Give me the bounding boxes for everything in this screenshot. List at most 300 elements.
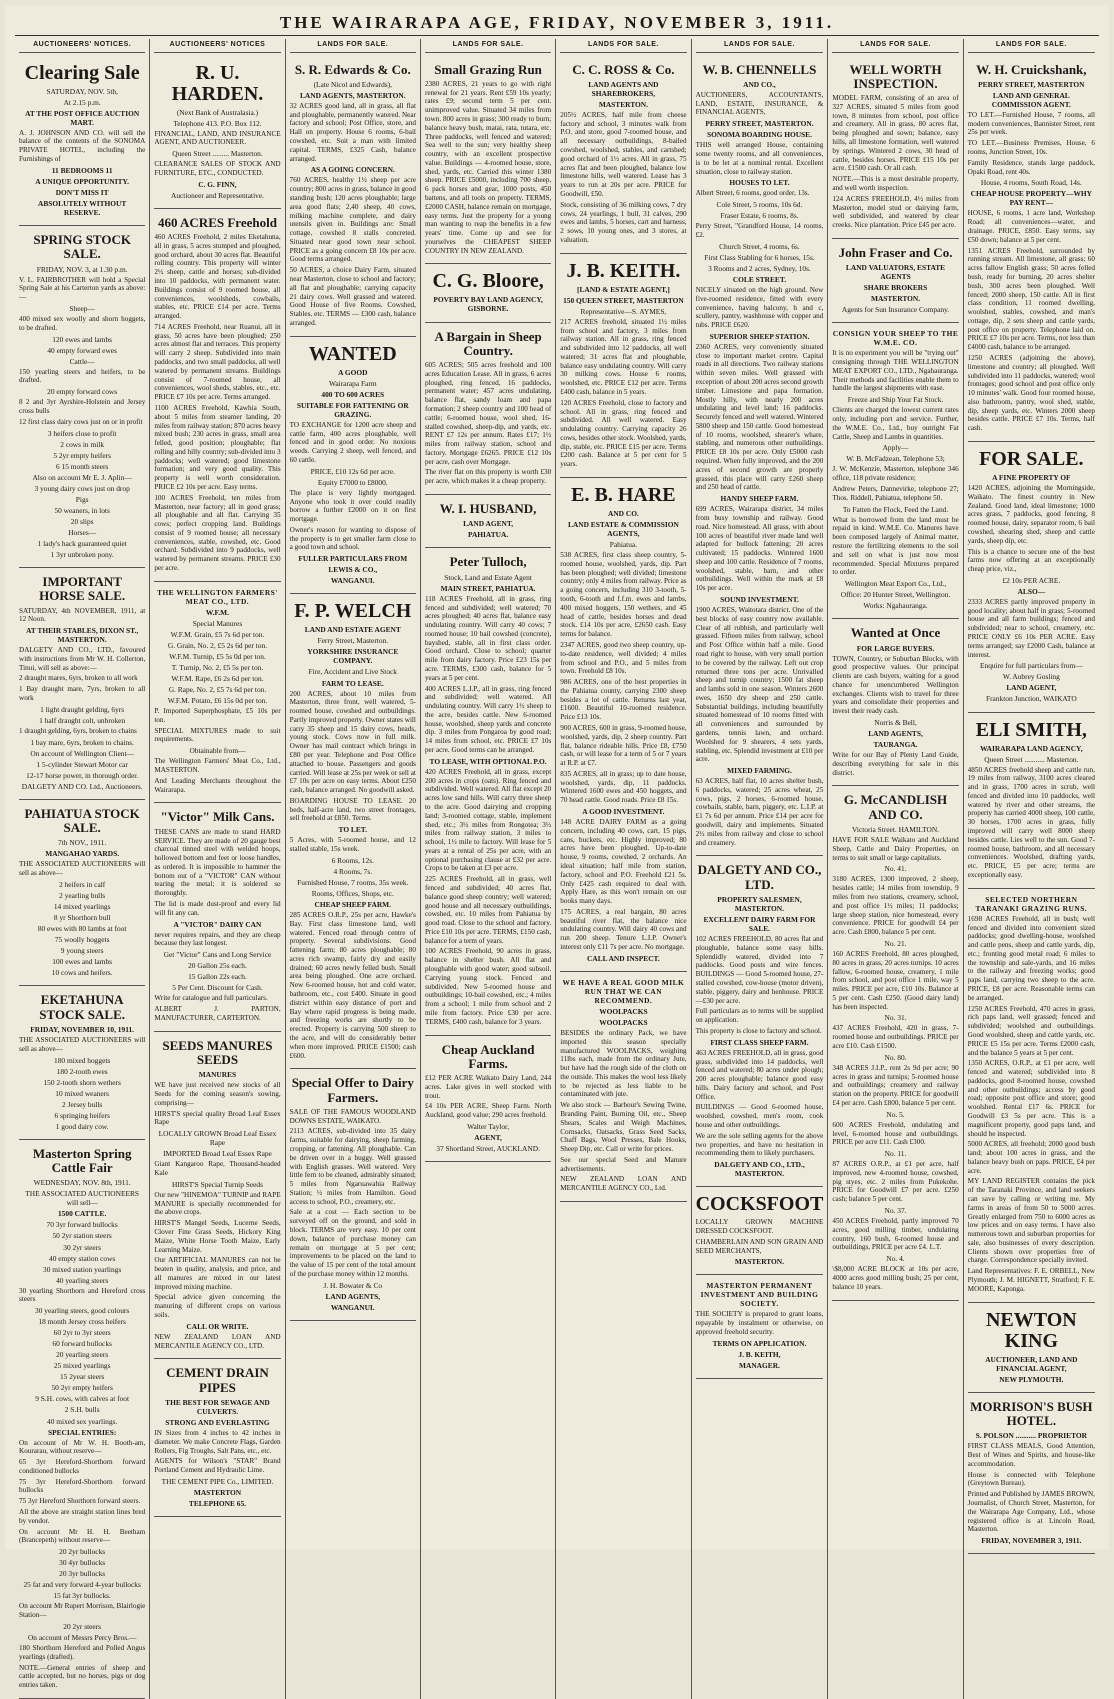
- ad-subheading: CHEAP HOUSE PROPERTY—WHY PAY RENT—: [970, 189, 1092, 208]
- ad-subheading: LAND AGENTS, MASTERTON.: [300, 90, 406, 100]
- ad-subheading: Ferry Street, Masterton.: [317, 636, 389, 646]
- ad-subheading: 70 3yr forward bullocks: [46, 1220, 118, 1230]
- ad-subheading: 20 yearling steers: [56, 1350, 109, 1360]
- ad-subheading: C. G. FINN,: [198, 179, 237, 189]
- ad-subheading: Pahiatua.: [609, 540, 638, 550]
- ad-text: J. W. McKenzie, Masterton, telephone 346 office, 118 private residence;: [832, 465, 959, 483]
- ad-text: Write for our Bay of Plenty Land Guide, describing everything for sale in this district.: [832, 751, 959, 777]
- ad-text: £4 10s PER ACRE, Sheep Farm. North Auckland, good value; 290 acres freehold.: [424, 1102, 552, 1120]
- ad-subheading: FULLER PARTICULARS FROM: [298, 554, 408, 564]
- ad-subheading: 3 heifers close to profit: [47, 428, 117, 438]
- ad-subheading: SHARE BROKERS: [863, 283, 928, 293]
- ad-subheading: TERMS ON APPLICATION.: [712, 1338, 807, 1348]
- ad-text: 50 ACRES, a choice Dairy Farm, situated near Masterton, close to school and factory; all flat and ploughable; carrying capacity 21 dairy cows. Well grassed and watered. Good House of five Rooms. Cowshed, Stables, etc. TERMS — £300 cash, balance arranged.: [289, 266, 416, 327]
- ad-text: 400 ACRES L.I.P., all in grass, ring fenced and subdivided; well watered. All undulating country. Will carry 1½ sheep to the acre, besides cattle. New 6-roomed house, woolshed, sheep yards and concrete dip. 3 miles from Pongaroa by good road; 14 miles from school, etc. PRICE £7 10s per acre. Good terms can be arranged.: [424, 684, 552, 755]
- ad-text: TO EXCHANGE for 1200 acre sheep and cattle farm, 400 acres ploughable, well fenced and in good order. No noxious weeds. Carrying 2 sheep, well fenced, and 60 cattle.: [289, 420, 416, 464]
- advertisement: [696, 56, 824, 857]
- advertisement: [290, 56, 416, 337]
- advertisement: [425, 323, 551, 496]
- advertisement: [19, 226, 145, 568]
- advertisement: [19, 1140, 145, 1699]
- advertisement: [968, 442, 1095, 713]
- ad-subheading: 1 lady's hack guaranteed quiet: [37, 538, 127, 548]
- ad-text: 180 Shorthorn Hereford and Polled Angus yearlings (drafted).: [19, 1643, 146, 1661]
- ad-text: BUILDINGS — Good 6-roomed house, woolshed, cowshed, men's room, cook house and other outbuildings.: [695, 1103, 824, 1129]
- ad-subheading: W.F.M.: [205, 607, 229, 617]
- ad-subheading: MANURES: [198, 1070, 237, 1080]
- ad-text: The place is very lightly mortgaged. Anyone who took it over could readily borrow a further £2000 on it on first mortgage.: [289, 488, 416, 524]
- advertisement: [560, 254, 686, 478]
- ad-subheading: EXCELLENT DAIRY FARM FOR SALE.: [703, 915, 816, 934]
- ad-subheading: Victoria Street. HAMILTON.: [852, 825, 940, 835]
- ad-subheading: 1 light draught gelding, 6yrs: [40, 704, 125, 714]
- ad-text: 1 draught gelding, 6yrs, broken to chains: [19, 726, 137, 735]
- ad-subheading: TO LEASE, WITH OPTIONAL P.O.: [429, 756, 547, 766]
- ad-text: DALGETY AND CO., LTD., favoured with instructions from Mr W. H. Collerton, Tinui, will sell as above:—: [19, 646, 146, 672]
- ad-subheading: WANGANUI.: [330, 1302, 375, 1312]
- ad-text: BOARDING HOUSE TO LEASE. 20 beds, half-acre land, two street frontages, sell freehold at £850. Terms.: [289, 796, 416, 823]
- ad-subheading: LAND AGENTS,: [868, 729, 923, 739]
- ad-title: WE HAVE A REAL GOOD MILK RUN THAT WE CAN RECOMMEND.: [562, 977, 685, 1005]
- ad-title: Small Grazing Run: [434, 61, 542, 77]
- ad-text: \$8,000 ACRE BLOCK at 10s per acre, 4000 acres good milling bush; 25 per cent, balance 10 years.: [832, 1265, 959, 1291]
- column-5: [556, 39, 691, 1699]
- ad-subheading: MANGAHAO YARDS.: [45, 849, 120, 859]
- ad-text: V. L. FAIRBROTHER will hold a Special Spring Sale at his Carterton yards as above:—: [19, 275, 146, 302]
- ad-subheading: AND CO.,: [743, 79, 776, 89]
- ad-subheading: No. 4.: [886, 1254, 905, 1264]
- ad-text: 900 ACRES, 600 in grass, 9-roomed house, woolshed, yards, dip, 2 sheep country. Part flat, balance rideable hills. Price £8, £750 cash, or will lease for a term of 5 or 7 years at R.P. at £7.: [560, 723, 687, 768]
- ad-text: Our new "HINEMOA" TURNIP and RAPE MANURE is specially recommended for the above crops.: [154, 1190, 281, 1217]
- ad-subheading: 5 2yr empty heifers: [53, 450, 111, 460]
- ad-text: 1250 ACRES Freehold, 470 acres in grass, rich paps land, well grassed; fenced and subdivided; woolshed and outbuildings. Good woolshed, sheep and cattle yards, etc. PRICE £5 15s per acre. Terms £2000 cash, and the balance 5 years at 5 per cent.: [967, 1004, 1095, 1057]
- ad-subheading: No. 5.: [886, 1109, 905, 1119]
- ad-subheading: 50 2yr station steers: [52, 1231, 112, 1241]
- ad-subheading: 9 young steers: [60, 946, 104, 956]
- ad-subheading: 60 forward bullocks: [52, 1339, 112, 1349]
- ad-subheading: FRIDAY, NOVEMBER 3, 1911.: [981, 1536, 1082, 1546]
- advertisement: [19, 986, 145, 1139]
- ad-title: G. McCANDLISH AND CO.: [843, 792, 948, 822]
- ad-subheading: MASTERTON: [193, 1487, 242, 1497]
- ad-title: Special Offer to Dairy Farmers.: [291, 1075, 414, 1105]
- ad-subheading: 50 2yr empty heifers: [51, 1383, 113, 1393]
- ad-subheading: 30 2yr steers: [63, 1242, 102, 1252]
- ad-subheading: LAND AGENT,: [463, 519, 514, 529]
- ad-subheading: 2 yearling bulls: [59, 891, 106, 901]
- ad-text: THE ASSOCIATED AUCTIONEERS will sell as above—: [19, 1035, 146, 1053]
- ad-subheading: 11 BEDROOMS 11: [51, 165, 113, 175]
- ad-subheading: NEW PLYMOUTH.: [999, 1374, 1064, 1384]
- ad-text: Giant Kangaroo Rape, Thousand-headed Kale: [154, 1160, 281, 1177]
- ad-title: C. C. ROSS & Co.: [572, 61, 675, 77]
- ad-subheading: THE ASSOCIATED AUCTIONEERS will sell—: [25, 1189, 140, 1208]
- ad-subheading: TO LET.: [338, 825, 368, 835]
- ad-subheading: W.F.M. Turnip, £5 5s 0d per ton.: [169, 651, 266, 661]
- ad-subheading: J. B. KEITH,: [738, 1349, 781, 1359]
- ad-title: Wanted at Once: [850, 625, 941, 641]
- ad-subheading: PERRY STREET, MASTERTON.: [705, 119, 814, 129]
- ad-subheading: A "VICTOR" DAIRY CAN: [173, 919, 262, 929]
- ad-text: 2 draught mares, 6yrs, broken to all work: [19, 674, 138, 683]
- ad-subheading: HANDY SHEEP FARM.: [720, 494, 799, 504]
- ad-text: NEW ZEALAND LOAN AND MERCANTILE AGENCY CO., LTD.: [154, 1332, 281, 1350]
- ad-subheading: STRONG AND EVERLASTING: [165, 1418, 270, 1427]
- ad-subheading: 14 mixed yearlings: [53, 902, 111, 912]
- ad-title: ELI SMITH,: [975, 718, 1087, 741]
- ad-subheading: AGENT,: [474, 1133, 502, 1143]
- ad-subheading: Frankton Junction, WAIKATO: [985, 694, 1077, 704]
- ad-text: 160 ACRES Freehold, 80 acres ploughed, 80 acres in grass, 20 acres turnips. 10 acres fallow, 6-roomed house, creamery, 1 mile from school, and post office 1 mile, way 5 miles. PRICE per acre, £10 10s. Balance at 5 per cent. Cash £250. (Good dairy land) has been inspected.: [832, 949, 959, 1011]
- ad-subheading: G. Grain, No. 2, £5 2s 6d per ton.: [167, 640, 268, 650]
- ad-subheading: MIXED FARMING.: [727, 766, 792, 776]
- ad-text: 450 ACRES Freehold, partly improved 70 acres, good milling timber, undulating country, 160 bush, 6-roomed house and outbuildings, PRICE per acre £4. L.T.: [832, 1217, 959, 1252]
- ad-title: Clearing Sale: [24, 61, 140, 84]
- ad-subheading: Special Manures: [192, 618, 243, 628]
- ad-subheading: Equity £7000 to £8000.: [317, 477, 388, 487]
- column-header: LANDS FOR SALE.: [832, 39, 958, 53]
- ad-subheading: LAND AND ESTATE AGENT: [304, 625, 401, 635]
- ad-title: Masterton Spring Cattle Fair: [32, 1145, 132, 1176]
- ad-subheading: Agents for Sun Insurance Company.: [841, 305, 950, 315]
- ad-text: WE have just received new stocks of all Seeds for the coming season's sowing, comprising—: [154, 1081, 281, 1107]
- ad-subheading: AT THEIR STABLES, DIXON ST., MASTERTON.: [26, 626, 139, 645]
- ad-text: Land Representatives: F. E. ORBELL, New Plymouth; J. M. HIGNETT, Stratford; F. E. MOORE, Kaponga.: [967, 1267, 1095, 1293]
- ad-subheading: 6 springing heifers: [54, 1110, 110, 1120]
- advertisement: [696, 856, 824, 1187]
- ad-subheading: 30 4yr bullocks: [59, 1558, 106, 1568]
- ad-text: This property is close to factory and school.: [695, 1026, 822, 1035]
- ad-subheading: £2 10s PER ACRE.: [1002, 575, 1061, 585]
- ad-subheading: On account of Wellington Client—: [30, 748, 134, 758]
- ad-subheading: Works: Ngahauranga.: [863, 601, 928, 611]
- advertisement: [560, 972, 686, 1202]
- ad-title: THE WELLINGTON FARMERS' MEAT CO., LTD.: [157, 587, 278, 606]
- advertisement: [968, 889, 1095, 1303]
- ad-text: 1250 ACRES (adjoining the above), limestone and country; all ploughed. Well subdivided into 11 paddocks, watered; wool frontages; good school and post office only 10 minutes' walk. Good four roomed house, also bathroom, pantry, wool shed, stable, dip, sheep yards, etc. Winters 2000 sheep besides cattle. PRICE £7 10s. Terms, half cash.: [967, 353, 1095, 433]
- ad-text: 5000 ACRES, all freehold; 2000 good bush land; about 100 acres in grass, and the balance heavy bush on paps. PRICE, £4 per acre.: [967, 1140, 1095, 1175]
- ad-subheading: W. B. McFadzean, Telephone 53;: [846, 454, 945, 464]
- ad-text: 1351 ACRES Freehold, surrounded by running stream. All limestone, all grass; 60 acres fallow English grass; 50 acres felled bush, ready for burning, 20 acres shelter bush, 300 acres been ploughed. Well fenced; 2000 sheep, 150 cattle. All in first class condition, 11 roomed dwelling, woolshed, stables, cowshed, and man's cottage, dip, 2 sets sheep and cattle yards, post office on property. Telephone laid on. PRICE £7 10s per acre. Terms, not less than £4000 cash, balance to be arranged.: [967, 246, 1095, 352]
- column-header: AUCTIONEERS' NOTICES: [154, 39, 280, 53]
- ad-text: 75 3yr Hereford Shorthorn forward steers.: [19, 1497, 141, 1506]
- ad-subheading: SPECIAL ENTRIES:: [47, 1427, 117, 1437]
- ad-subheading: 2 S.H. bulls: [64, 1405, 100, 1415]
- ad-text: MODEL FARM, consisting of an area of 327 ACRES, situated 5 miles from good town, 8 minutes from school, post office and creamery. All in grass, 80 acres flat, being ploughed and sown; balance, easy hills, all limestone formation, well watered by springs. Wintered 2 cows, 30 head of cattle, besides horses. PRICE £15 10s per acre. £1500 cash. Or all cash.: [832, 94, 959, 173]
- ad-text: 538 ACRES, first class sheep country, 5-roomed house, woolshed, yards, dip. Part has been ploughed; well divided; limestone country; only 4 miles from railway. Price as a going concern, including 310 3-tooth, 5-tooth, 6-tooth and f.f.m. ewes and lambs, 400 mixed hoggets, 150 wethers, and 45 head of cattle, besides horses and dead stock. £14 10s per acre, £2650 cash. Easy terms for balance.: [560, 551, 687, 639]
- ad-subheading: No. 21.: [884, 938, 907, 948]
- ad-subheading: FRIDAY, NOVEMBER 10, 1911.: [30, 1024, 135, 1034]
- ad-subheading: 7th NOV., 1911.: [58, 838, 107, 848]
- ad-subheading: SOUND INVESTMENT.: [720, 595, 799, 605]
- ad-title: W. B. CHENNELLS: [702, 61, 817, 77]
- ad-text: Clients are charged the lowest current rates only, including port and service. Further, the W.M.E. Co., Ltd., buy outright Fat Cattle, Sheep and Lambs in quantities.: [832, 406, 959, 441]
- ad-subheading: 80 ewes with 80 lambs at foot: [37, 924, 127, 934]
- ad-subheading: W. Aubrey Gosling: [1002, 672, 1060, 682]
- ad-title: SPRING STOCK SALE.: [33, 231, 131, 262]
- ad-subheading: AUCTIONEER, LAND AND FINANCIAL AGENT,: [985, 1354, 1078, 1373]
- ad-text: AGENTS for Wilson's "STAR" Brand Portland Cement and Hydraulic Lime.: [154, 1457, 281, 1475]
- ad-subheading: S. POLSON ........... PROPRIETOR: [975, 1431, 1087, 1441]
- ad-text: FIRST CLASS MEALS, Good Attention, Best of Wines and Spirits, and house-like accommodation.: [967, 1442, 1095, 1468]
- ad-subheading: FIRST CLASS SHEEP FARM.: [710, 1037, 809, 1047]
- advertisement: [290, 594, 416, 1069]
- ad-subheading: PROPERTY SALESMEN, MASTERTON.: [717, 894, 802, 914]
- ad-subheading: On account of Messrs Percy Bros.—: [27, 1632, 137, 1642]
- ad-subheading: To Fatten the Flock, Feed the Land.: [842, 504, 949, 514]
- advertisement: [154, 1032, 280, 1360]
- ad-subheading: 75 woolly hoggets: [54, 935, 110, 945]
- ad-title: SEEDS MANURES SEEDS: [162, 1037, 273, 1067]
- ad-subheading: WANGANUI.: [330, 576, 375, 586]
- ad-text: 124 ACRES FREEHOLD, 4½ miles from Masterton, model stud or dairying farm, well subdivided, and watered by clear creeks. Nice plantation. Price £45 per acre.: [832, 194, 959, 230]
- ad-text: See our special Seed and Manure advertisements.: [560, 1155, 687, 1173]
- ad-text: 835 ACRES, all in grass; up to date house, woolshed, yards, dip, 11 paddocks. Wintered 1600 ewes and 450 hoggets, and 70 head cattle. Good roads. Price £8 15s.: [560, 769, 687, 805]
- ad-subheading: 15 2year steers: [59, 1372, 105, 1382]
- newspaper-page: [5, 5, 1109, 1690]
- ad-subheading: Pigs: [75, 494, 89, 504]
- ad-title: E. B. HARE: [571, 484, 676, 507]
- ad-subheading: 120 ewes and lambs: [52, 334, 113, 344]
- column-header: AUCTIONEERS' NOTICES.: [19, 39, 145, 53]
- ad-text: NEW ZEALAND LOAN AND MERCANTILE AGENCY CO., Ltd.: [560, 1175, 687, 1193]
- ad-text: THIS well arranged House, containing some twenty rooms, and all conveniences, is to be let at a nominal rental. Excellent situation, close to railway station.: [695, 141, 824, 176]
- advertisement: [560, 56, 686, 254]
- ad-text: We are the sole selling agents for the above two properties, and have no hesitation in recommending them to likely purchasers.: [695, 1131, 824, 1158]
- ad-subheading: 40 yearling steers: [56, 1275, 109, 1285]
- advertisement: [154, 582, 280, 804]
- ad-text: Our ARTIFICIAL MANURES can not be beaten in quality, analysis, and price, and all manures are mixed in our latest improved mixing machine.: [154, 1256, 281, 1291]
- ad-subheading: 150 2-tooth shorn wethers: [43, 1077, 121, 1087]
- ad-subheading: AND CO.: [608, 509, 639, 519]
- ad-text: 175 ACRES, a real bargain, 80 acres beautiful river flat, the balance nice undulating country. Will dairy 40 cows and run 200 sheep. Tenure L.I.P. Owner's interest only £11 7s per acre. No mortgage.: [560, 907, 687, 951]
- ad-title: MORRISON'S BUSH HOTEL.: [970, 1398, 1093, 1428]
- ad-text: What is borrowed from the land must be repaid in kind. W.M.E. Co. Manures have been composed largely of Animal matter, restore the fertilizing elements to the soil and sell on what is just now most recommended. Special Mixtures prepared to order.: [832, 515, 959, 577]
- ad-subheading: T. Turnip, No. 2, £5 5s per ton.: [171, 663, 264, 673]
- ad-text: 87 ACRES O.R.P., at £1 per acre, half improved, new 4-roomed house, cowshed, pig styes, etc. 2 miles from Pukekohe. PRICE for Goodwill £7 per acre. £250 cash; balance 5 per cent.: [832, 1160, 959, 1204]
- ad-subheading: POVERTY BAY LAND AGENCY, GISBORNE.: [433, 295, 543, 314]
- ad-title: John Fraser and Co.: [838, 244, 953, 260]
- ad-text: TO LET.—Furnished House, 7 rooms, all modern conveniences, Bannister Street, rent 25s per week.: [967, 110, 1095, 137]
- ad-subheading: PAHIATUA.: [468, 530, 509, 540]
- ad-subheading: LEWIS & CO.,: [328, 565, 378, 575]
- ad-subheading: COLE STREET.: [732, 274, 787, 284]
- ad-text: Write for catalogue and full particulars.: [154, 994, 268, 1003]
- ad-subheading: 6 15 month steers: [55, 461, 109, 471]
- ad-subheading: IMPORTED Broad Leaf Essex Rape: [163, 1149, 272, 1159]
- advertisement: [154, 803, 280, 1031]
- ad-subheading: WAIRARAPA LAND AGENCY,: [980, 743, 1083, 753]
- ad-subheading: 25 mixed yearlings: [53, 1361, 111, 1371]
- ad-text: CHAMBERLAIN AND SON GRAIN AND SEED MERCHANTS,: [695, 1237, 824, 1255]
- ad-subheading: Queen Street ......... Masterton.: [172, 149, 263, 159]
- ad-title: CEMENT DRAIN PIPES: [166, 1365, 269, 1395]
- ad-title: Peter Tulloch,: [449, 554, 527, 570]
- ad-subheading: 37 Shortland Street, AUCKLAND.: [436, 1144, 540, 1154]
- ad-text: 5 Acres, with 5-roomed house, and 12 stalled stable, 15s week.: [289, 836, 416, 854]
- ad-subheading: 8 yr Shorthorn bull: [53, 913, 111, 923]
- ad-subheading: 18 month Jersey cross heifers: [38, 1317, 126, 1327]
- ad-text: 102 ACRES FREEHOLD, 80 acres flat and ploughable, balance some easy hills. Splendidly watered, divided into 7 paddocks. Good posts and wire fences. BUILDINGS — Good 5-roomed house, 27-stalled cowshed, cow-house (motor driven), stable, piggery, dairy and henhouse. PRICE—£30 per acre.: [695, 935, 824, 1005]
- ad-text: House is connected with Telephone (Greytown Bureau).: [967, 1470, 1095, 1488]
- ad-subheading: TAURANGA.: [873, 740, 918, 750]
- ad-subheading: (Late Nicol and Edwards),: [313, 79, 392, 89]
- column-7: [828, 39, 963, 1699]
- ad-text: On account of Mr W. H. Booth-am, Kourarau, without reserve—: [19, 1438, 146, 1456]
- ad-text: 1698 ACRES Freehold, all in bush; well fenced and divided into convenient sized paddocks; good dwelling-house, woolshed and cattle pens, sheep and cattle yards, dip, etc.; fronting good metal road; 6 miles to the township and sale-yards, and 16 miles to the railway and freezing works; good paps land, carrying two sheep to the acre. PRICE, £8 per acre. Reasonable terms can be arranged.: [967, 914, 1095, 1002]
- ad-subheading: 6 Rooms, 12s.: [331, 855, 374, 865]
- ad-subheading: 2 Jersey bulls: [62, 1099, 103, 1109]
- ad-subheading: 15 fat 3yr bullocks.: [53, 1591, 111, 1601]
- ad-subheading: LAND AGENT,: [1006, 683, 1057, 693]
- ad-text: 63 ACRES, half flat, 10 acres shelter bush, 6 paddocks, watered; 25 acres wheat, 25 cows, pigs, 2 horses, 6-roomed house, cowbails, stable, barn, piggery, etc. L.I.P. at £1 7s 6d per annum. Price £14 per acre for goodwill, dairy and implements. Situated 2½ miles from railway and close to school and creamery.: [695, 777, 824, 847]
- ad-text: 285 ACRES O.R.P., 25s per acre, Hawke's Bay. First class limestone land, well watered. Fenced road through centre of property. Several subdivisions. Good fattening farm; 80 acres ploughable; 80 acres rich swamp, fairly dry and easily drained; 60 acres newly felled bush. Small area being ploughed. One acre orchard. New 6-roomed house, hot and cold water, bathroom, etc., cost £400. Situate in good district within easy distance of port and Bay where rapid progress is being made, and freezing works are shortly to be erected. Property is carrying 500 sheep to the acre, and will do considerably better when more improved. PRICE £1500; cash £600.: [289, 911, 416, 1060]
- ad-subheading: 3 young dairy cows just on drop: [34, 483, 130, 493]
- ad-subheading: 4 Rooms, 7s.: [333, 866, 373, 876]
- ad-text: It is no experiment you will be "trying out" consigning through THE WELLINGTON MEAT EXPORT CO., LTD., Ngahauranga. Their methods and facilities enable them to handle the largest shipments with ease.: [832, 349, 959, 393]
- ad-text: 30 yearling Shorthorn and Hereford cross steers: [19, 1286, 146, 1304]
- ad-text: SATURDAY, 4th NOVEMBER, 1911, at 12 Noon.: [19, 606, 146, 624]
- advertisement: [832, 56, 958, 239]
- advertisement: [560, 478, 686, 972]
- advertisement: [290, 1069, 416, 1321]
- column-2: [150, 39, 285, 1699]
- ad-text: NOTE.—General entries of sheep and cattle accepted, but no horses, pigs or dog entries taken.: [19, 1663, 146, 1690]
- ad-subheading: Wellington Meat Export Co., Ltd.,: [844, 579, 947, 589]
- ad-subheading: FOR LARGE BUYERS.: [856, 643, 935, 653]
- ad-subheading: 180 mixed hoggets: [54, 1055, 111, 1065]
- advertisement: [425, 56, 551, 265]
- ad-text: THE SOCIETY is prepared to grant loans, repayable by instalment or otherwise, on approved freehold security.: [695, 1310, 824, 1336]
- ad-subheading: THE CEMENT PIPE Co., LIMITED.: [161, 1476, 274, 1486]
- advertisement: [968, 56, 1095, 442]
- ad-text: All the above are straight station lines bred by vendor.: [19, 1508, 146, 1525]
- column-1: [15, 39, 150, 1699]
- ad-subheading: G. Rape, No. 2, £5 7s 6d per ton.: [168, 685, 267, 695]
- ad-subheading: No. 41.: [884, 864, 907, 874]
- ad-text: The Wellington Farmers' Meat Co., Ltd., MASTERTON.: [154, 757, 281, 775]
- ad-text: 1350 ACRES, O.R.P., at £1 per acre, well fenced and watered; subdivided into 8 paddocks, good 8-roomed house, cowshed and other outbuildings; access by good road; opposite post office and store; good woolshed. Rental £17 6s. PRICE for Goodwill £3 5s per acre. This is a magnificent property, good paps land, and should be inspected.: [967, 1059, 1095, 1138]
- ad-text: Special advice given concerning the manuring of different crops on various soils.: [154, 1293, 281, 1319]
- ad-subheading: Get "Victor" Cans and Long Service: [163, 950, 272, 960]
- ad-text: This is a chance to secure one of the best farms now offering at an exceptionally cheap price, viz.,: [967, 547, 1095, 574]
- ad-text: 150 yearling steers and heifers, to be drafted.: [19, 367, 146, 385]
- ad-subheading: 1 half draught colt, unbroken: [39, 715, 126, 725]
- ad-subheading: WEDNESDAY, NOV. 8th, 1911.: [33, 1178, 131, 1188]
- ad-subheading: A GOOD INVESTMENT.: [582, 807, 665, 817]
- advertisement: [968, 713, 1095, 889]
- ad-subheading: 20 slips: [70, 516, 94, 526]
- ad-text: 148 ACRE DAIRY FARM as a going concern, including 40 cows, cart, 15 pigs, cans, buckets, etc. Highly improved; 80 acres have been ploughed. Up-to-date house, 9 rooms, cowshed, 2 orchards. An ideal situation; half mile from station, factory, school and P.O. Freehold £21 5s. Only £425 cash required to deal with. Apply Hare, as this won't remain on our books many days.: [560, 818, 687, 906]
- advertisement: [154, 1359, 280, 1517]
- ad-subheading: 1 5-cylinder Stewart Motor car: [36, 759, 128, 769]
- ad-subheading: Horses—: [68, 527, 97, 537]
- ad-subheading: Cole Street, 5 rooms, 10s 6d.: [716, 200, 803, 210]
- ad-subheading: 1 bay mare, 6yrs, broken to chains.: [30, 737, 134, 747]
- ad-subheading: MASTERTON.: [734, 1257, 784, 1267]
- ad-text: HIRST'S special quality Broad Leaf Essex Rape: [154, 1109, 281, 1127]
- ad-title: EKETAHUNA STOCK SALE.: [39, 992, 126, 1022]
- column-4: [421, 39, 556, 1699]
- ad-subheading: YORKSHIRE INSURANCE COMPANY.: [307, 647, 399, 666]
- ad-subheading: 40 mixed sex yearlings.: [47, 1416, 118, 1426]
- ad-text: Albert Street, 6 rooms, good order, 13s.: [695, 189, 810, 198]
- ad-subheading: Office: 20 Hunter Street, Wellington.: [840, 590, 951, 600]
- advertisement: [696, 1275, 824, 1379]
- column-header: LANDS FOR SALE.: [968, 39, 1095, 53]
- ad-text: Andrew Peters, Dannevirke, telephone 27; Thos. Riddell, Pahiatua, telephone 50.: [832, 485, 959, 502]
- ad-subheading: No. 11.: [884, 1149, 907, 1159]
- ad-subheading: Church Street, 4 rooms, 6s.: [719, 241, 800, 251]
- ad-title: F. P. WELCH: [294, 600, 412, 623]
- ad-subheading: 3 Rooms and 2 acres, Sydney, 10s.: [708, 263, 811, 273]
- ad-title: W. H. Cruickshank,: [976, 61, 1087, 77]
- advertisement: [832, 239, 958, 323]
- ad-text: And Leading Merchants throughout the Wairarapa.: [154, 776, 281, 794]
- ad-subheading: 1500 CATTLE.: [57, 1209, 107, 1219]
- ad-subheading: CHEAP SHEEP FARM.: [314, 899, 391, 909]
- ad-subheading: A UNIQUE OPPORTUNITY.: [35, 176, 130, 186]
- ad-text: never requires repairs, and they are cheap because they last longest.: [154, 930, 281, 948]
- ad-subheading: (Next Bank of Australasia.): [176, 107, 259, 117]
- ad-subheading: 2 cows in milk: [60, 439, 105, 449]
- ad-subheading: Fraser Estate, 6 rooms, 8s.: [720, 211, 799, 221]
- ad-text: 1100 ACRES Freehold, Kawhia South, about 5 miles from steamer landing, 20 miles from railway station; 870 acres heavy mixed bush; 230 acres in grass, small area felled, good position; ploughable; flat rolling and hilly country; sub-divided into 3 paddocks; well watered; good limestone formation; and very good quality. This property is well worth consideration. PRICE £2 10s per acre. Easy terms.: [154, 403, 281, 491]
- ad-text: 400 mixed sex woolly and shorn hoggets, to be drafted.: [19, 314, 146, 332]
- ad-text: On account Mr Rupert Morrison, Blairlogie Station—: [19, 1602, 146, 1620]
- ad-subheading: TELEPHONE 65.: [188, 1499, 247, 1508]
- column-3: [286, 39, 421, 1699]
- advertisement: [19, 800, 145, 987]
- ad-text: On account Mr H. H. Beetham (Brancepeth) without reserve—: [19, 1527, 146, 1545]
- ad-title: WANTED: [308, 342, 397, 365]
- ad-text: P. Imported Superphosphate, £5 10s per ton.: [154, 707, 281, 724]
- ad-text: 714 ACRES Freehold, near Ruanui, all in grass, 50 acres have been ploughed; 250 acres almost flat and terraces. This property will carry 2 sheep. Subdivided into main paddocks, and two small paddocks, all well watered by permanent streams. Buildings consist of 7-roomed house, all conveniences, wool sheds, stables, etc., etc. PRICE £7 10s per acre. Terms arranged.: [154, 322, 281, 402]
- ad-text: 348 ACRES J.I.P., rent 2s 9d per acre; 90 acres in grass and turnips; 5-roomed house and outbuildings; creamery and railway station on the property. PRICE for goodwill £4 per acre. Cash £800, balance 5 per cent.: [832, 1063, 959, 1107]
- ad-title: "Victor" Milk Cans.: [160, 809, 275, 825]
- ad-text: Full particulars as to terms will be supplied on application.: [695, 1007, 824, 1025]
- ad-text: 699 ACRES, Wairarapa district, 34 miles from busy township and railway. Good road. Nice homestead. All grass, with about 100 acres of beautiful river made land well adapted for bullock fattening; 20 acres cultivated; 15 paddocks. Wintered 1600 sheep and 100 cattle. Residence of 7 rooms, woolshed, stable, barn, and other outbuildings. Well within the mark at £8 10s per acre.: [695, 505, 824, 593]
- ad-text: 118 ACRES Freehold, all in grass, ring fenced and subdivided; well watered; 70 acres ploughed; 40 acres flat, balance easy undulating country. Will carry 40 cows; 7 roomed house; 10 bail cowshed (concrete), bayshed, stable, all in first class order. Good orchard. Close to school; quarter mile from dairy factory. Price £23 15s per acre. TERMS, £300 cash, balance for 5 years at 5 per cent.: [424, 594, 552, 682]
- ad-subheading: Representative—S. AYMES,: [580, 306, 667, 316]
- ad-text: 2347 ACRES, good two sheep country, up-to-date residence, well divided; 4 miles from school and P.O., and 5 miles from town. Freehold £8 10s.: [560, 640, 687, 676]
- ad-subheading: DALGETY AND CO., LTD., MASTERTON.: [714, 1160, 805, 1179]
- ad-text: 12 first class dairy cows just on or in profit: [19, 417, 143, 426]
- advertisement: [832, 323, 958, 619]
- ad-subheading: ABSOLUTELY WITHOUT RESERVE.: [38, 198, 127, 217]
- ad-subheading: PRICE, £10 12s 6d per acre.: [310, 466, 395, 476]
- ad-text: LOCALLY GROWN MACHINE DRESSED COCKSFOOT.: [695, 1218, 824, 1235]
- ad-text: THE ASSOCIATED AUCTIONEERS will sell as above—: [19, 860, 146, 878]
- ad-text: THESE CANS are made to stand HARD SERVICE. They are made of 20 gauge best charcoal tinned steel with welded hoops, hollowed bottom and feet or loose handles, as ordered. It is impossible to hammer the bottom out of a "VICTOR" CAN without tearing the metal; it is soldered so thoroughly.: [154, 827, 281, 898]
- ad-subheading: PERRY STREET, MASTERTON: [978, 79, 1085, 89]
- ad-text: 1420 ACRES, adjoining the Morningside, Waikato. The finest country in New Zealand. Good land, ideal limestone; 1000 acres grass, 7 paddocks, good fencing, 8 roomed house, dairy, separator room, 6 bail cowshed, shearing shed, sheep and cattle yards, sheep dip, etc.: [967, 484, 1095, 545]
- ad-text: 8 2 and 3yr Ayrshire-Holstein and Jersey cross bulls: [19, 398, 146, 415]
- ad-text: A. J. JOHNSON AND CO. will sell the balance of the contents of the SONOMA PRIVATE HOTEL, including the Furnishings of: [19, 128, 146, 163]
- ad-subheading: Also on account Mr E. J. Aplin—: [32, 472, 132, 482]
- ad-title: R. U. HARDEN.: [171, 61, 264, 105]
- ad-text: ALBERT J. PARTON, MANUFACTURER, CARTERTON.: [154, 1005, 281, 1022]
- advertisement: [968, 1393, 1095, 1554]
- ad-subheading: Enquire for full particulars from—: [980, 661, 1083, 671]
- ad-title: WELL WORTH INSPECTION.: [849, 61, 942, 91]
- ad-subheading: 180 2-tooth ewes: [56, 1066, 108, 1076]
- ad-text: MY LAND REGISTER contains the pick of the Taranaki Province, and land seekers can save by calling or writing me. My farms in areas of from 50 to 5000 acres. Greatly enlarged from 750 to 6000 acres as low prices and on easy terms. I have also numerous town and suburban properties for sale, also businesses of every description. Clients shown over properties free of charge. Correspondence specially invited.: [967, 1177, 1095, 1265]
- ad-subheading: MAIN STREET, PAHIATUA.: [440, 583, 536, 593]
- ad-title: FOR SALE.: [979, 448, 1084, 471]
- ad-subheading: No. 37.: [884, 1206, 907, 1216]
- ad-subheading: AS A GOING CONCERN.: [310, 165, 395, 175]
